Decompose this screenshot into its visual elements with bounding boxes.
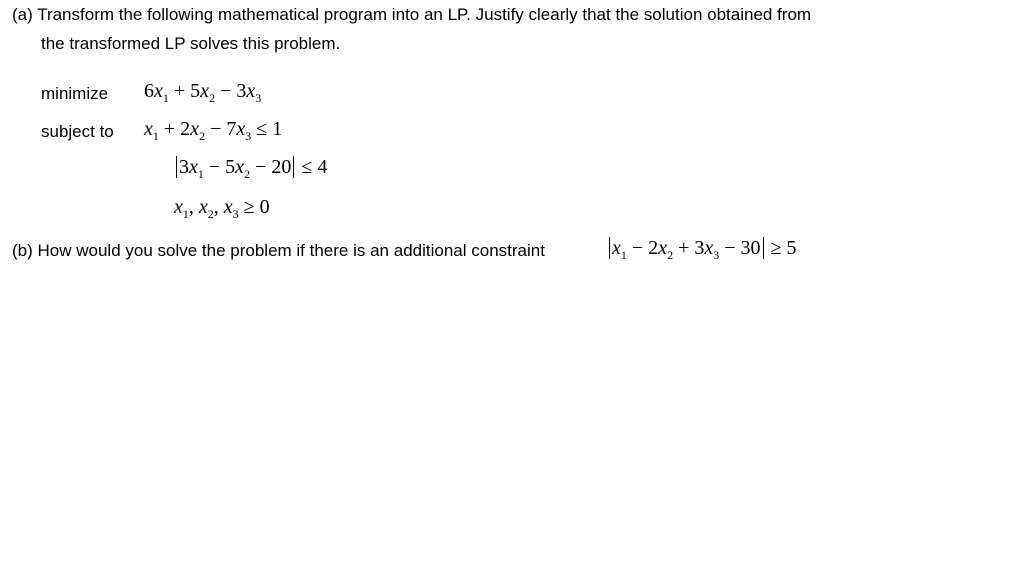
part-b-question: (b) How would you solve the problem if there is an additional constraint bbox=[12, 241, 545, 260]
abs-left-bar bbox=[176, 156, 177, 178]
abs-right-bar bbox=[763, 237, 764, 259]
constraint-3-nonnegativity: $x_1$, $x_2$, $x_3 \ge 0$ bbox=[174, 196, 270, 221]
part-a-question-line2: the transformed LP solves this problem. bbox=[41, 34, 341, 53]
additional-constraint: $x_1 - 2x_2 + 3x_3 - 30 \ge 5$ bbox=[607, 237, 797, 260]
constraint-2-absolute-value: $3x_1 - 5x_2 - 20 \le 4$ bbox=[174, 156, 327, 179]
subject-to-label: subject to bbox=[41, 122, 114, 141]
abs-right-bar bbox=[293, 156, 294, 178]
objective-function: $6x_1 + 5x_2 - 3x_3$ bbox=[144, 80, 262, 105]
part-a-question-line1: (a) Transform the following mathematical program into an LP. Justify clearly that the solution obtained from bbox=[12, 5, 812, 24]
constraint-1: $x_1 + 2x_2 - 7x_3 \le 1$ bbox=[144, 118, 283, 143]
minimize-label: minimize bbox=[41, 84, 109, 103]
abs-left-bar bbox=[609, 237, 610, 259]
